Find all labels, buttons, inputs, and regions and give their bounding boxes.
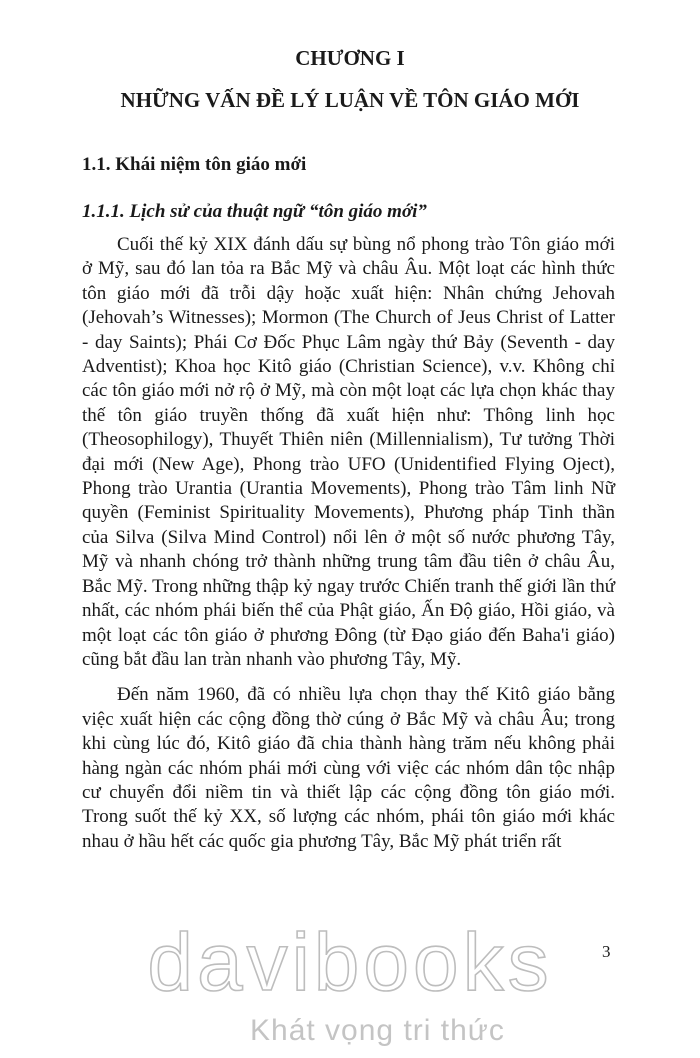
chapter-label: CHƯƠNG I — [295, 46, 405, 70]
section-heading: 1.1. Khái niệm tôn giáo mới — [82, 154, 307, 175]
watermark-logo: davibooks — [147, 917, 553, 1008]
paragraph-2: Đến năm 1960, đã có nhiều lựa chọn thay thế Kitô giáo bằng việc xuất hiện các cộng đồng thờ cúng ở Bắc Mỹ và châu Âu; trong khi cùng lúc đó, Kitô giáo đã chia thành hàng trăm nếu không phải hàng ngàn các nhóm phái mới cùng với việc các nhóm dân tộc nhập cư chuyển đổi niềm tin và thiết lập các cộng đồng tôn giáo mới. Trong suốt thế kỷ XX, số lượng các nhóm, phái tôn giáo mới khác nhau ở hầu hết các quốc gia phương Tây, Bắc Mỹ phát triển rất — [82, 684, 615, 852]
paragraph-1: Cuối thế kỷ XIX đánh dấu sự bùng nổ phong trào Tôn giáo mới ở Mỹ, sau đó lan tỏa ra Bắc Mỹ và châu Âu. Một loạt các hình thức tôn giáo mới đã trỗi dậy hoặc xuất hiện: Nhân chứng Jehovah (Jehovah’s Witnesses); Mormon (The Church of Jeus Christ of Latter - day Saints); Phái Cơ Đốc Phục Lâm ngày thứ Bảy (Seventh - day Adventist); Khoa học Kitô giáo (Christian Science), v.v. Không chỉ các tôn giáo mới nở rộ ở Mỹ, mà còn một loạt các lựa chọn khác thay thế tôn giáo truyền thống đã xuất hiện như: Thông linh học (Theosophilogy), Thuyết Thiên niên (Millennialism), Tư tưởng Thời đại mới (New Age), Phong trào UFO (Unidentified Flying Oject), Phong trào Urantia (Urantia Movements), Phong trào Tâm linh Nữ quyền (Feminist Spirituality Movements), Phương pháp Tinh thần của Silva (Silva Mind Control) nổi lên ở một số nước phương Tây, Mỹ và nhanh chóng trở thành những trung tâm đầu tiên ở châu Âu, Bắc Mỹ. Trong những thập kỷ ngay trước Chiến tranh thế giới lần thứ nhất, các nhóm phái biến thể của Phật giáo, Ấn Độ giáo, Hồi giáo, và một loạt các tôn giáo ở phương Đông (từ Đạo giáo đến Baha'i giáo) cũng bắt đầu lan tràn nhanh vào phương Tây, Mỹ. — [82, 234, 615, 670]
subsection-heading: 1.1.1. Lịch sử của thuật ngữ “tôn giáo mới” — [82, 201, 427, 222]
page-number: 3 — [602, 942, 611, 961]
body-text — [82, 233, 615, 854]
watermark-tagline: Khát vọng tri thức — [250, 1014, 505, 1047]
chapter-title: NHỮNG VẤN ĐỀ LÝ LUẬN VỀ TÔN GIÁO MỚI — [120, 88, 580, 112]
